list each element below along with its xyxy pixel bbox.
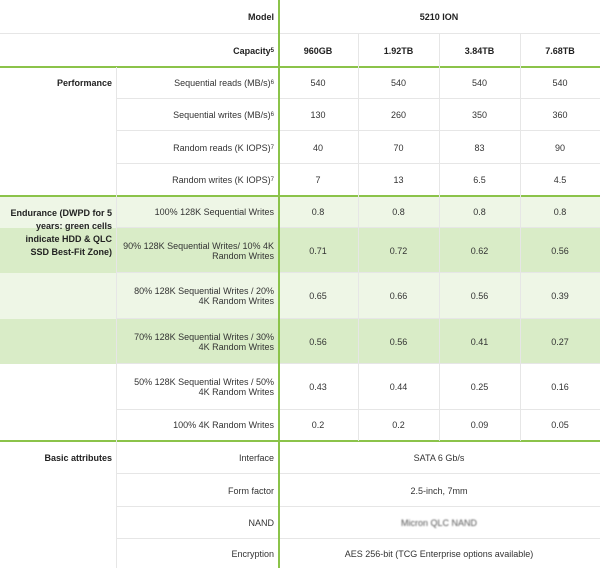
column-divider-accent — [278, 0, 280, 568]
row-label: 90% 128K Sequential Writes/ 10% 4K Random Writes — [123, 240, 274, 261]
value-cell: 350 — [471, 110, 488, 120]
value-cell: 6.5 — [473, 174, 486, 185]
capacity-col-4: 7.68TB — [545, 45, 575, 56]
value-cell: 0.09 — [470, 420, 489, 430]
table-row — [0, 67, 600, 99]
table-row — [0, 131, 600, 164]
value-cell: AES 256-bit (TCG Enterprise options available) — [344, 548, 534, 559]
column-divider — [520, 34, 521, 441]
model-row — [0, 0, 600, 34]
divider — [116, 538, 600, 539]
divider — [116, 473, 600, 474]
value-cell: 13 — [393, 174, 404, 185]
value-cell: 90 — [554, 142, 565, 153]
section-basic-title: Basic attributes — [44, 453, 112, 463]
value-cell: 360 — [552, 110, 568, 120]
value-cell: Micron QLC NAND — [400, 518, 477, 528]
value-cell: 0.44 — [389, 382, 408, 392]
value-cell: 0.72 — [389, 245, 408, 256]
divider — [116, 506, 600, 507]
section-endurance-title: Endurance (DWPD for 5 years: green cells indicate HDD & QLC SSD Best-Fit Zone) — [10, 208, 112, 257]
value-cell: 0.71 — [309, 245, 327, 256]
value-cell: 0.65 — [309, 291, 327, 301]
section-endurance-heading — [0, 196, 116, 440]
value-cell: 0.25 — [470, 382, 489, 392]
value-cell: 0.8 — [392, 207, 405, 217]
value-cell: 130 — [310, 110, 326, 120]
row-label: Form factor — [227, 485, 274, 496]
value-cell: 540 — [390, 78, 407, 88]
section-divider — [0, 440, 600, 442]
value-cell: 0.56 — [389, 336, 408, 347]
row-label: 70% 128K Sequential Writes / 30% 4K Random Writes — [134, 331, 274, 352]
row-label: 100% 128K Sequential Writes — [154, 207, 274, 217]
value-cell: 540 — [471, 78, 488, 88]
value-cell: SATA 6 Gb/s — [413, 452, 465, 463]
value-cell: 0.8 — [311, 207, 325, 217]
table-row — [0, 539, 600, 568]
row-label: Random reads (K IOPS) 7 — [173, 142, 274, 153]
capacity-col-3: 3.84TB — [464, 45, 495, 56]
row-label: 50% 128K Sequential Writes / 50% 4K Random Writes — [134, 377, 274, 397]
row-label-text: Random reads (K IOPS) — [173, 142, 271, 153]
table-row — [0, 441, 600, 474]
value-cell: 0.56 — [470, 291, 489, 301]
value-cell: 4.5 — [553, 174, 567, 185]
row-label: NAND — [248, 518, 274, 528]
value-cell: 70 — [393, 142, 404, 153]
value-cell: 0.2 — [311, 420, 325, 430]
section-divider — [0, 66, 600, 68]
capacity-col-2: 1.92TB — [383, 45, 414, 56]
column-divider — [116, 67, 117, 568]
model-value: 5210 ION — [419, 12, 459, 22]
capacity-row — [0, 34, 600, 67]
column-divider — [439, 34, 440, 441]
model-label: Model — [248, 12, 274, 22]
row-label: Sequential reads (MB/s) 6 — [174, 78, 274, 88]
value-cell: 260 — [390, 110, 407, 120]
table-row — [0, 99, 600, 131]
row-label-text: Random writes (K IOPS) — [172, 174, 271, 185]
column-divider — [358, 34, 359, 441]
value-cell: 0.56 — [309, 336, 327, 347]
value-cell: 0.2 — [392, 420, 405, 430]
table-row — [0, 474, 600, 507]
value-cell: 0.66 — [389, 291, 408, 301]
value-cell: 0.27 — [551, 336, 569, 347]
value-cell: 0.8 — [553, 207, 567, 217]
value-cell: 540 — [552, 78, 568, 88]
section-performance-title: Performance — [56, 78, 112, 88]
value-cell: 0.56 — [551, 245, 569, 256]
value-cell: 83 — [474, 142, 485, 153]
row-label: Sequential writes (MB/s) 6 — [173, 110, 274, 120]
row-label-text: Sequential reads (MB/s) — [174, 78, 271, 88]
value-cell: 0.05 — [551, 420, 569, 430]
capacity-label: Capacity 5 — [233, 45, 274, 56]
table-row — [0, 164, 600, 195]
row-label: 100% 4K Random Writes — [173, 420, 274, 430]
value-cell: 0.41 — [470, 336, 489, 347]
value-cell: 40 — [312, 142, 323, 153]
row-label-text: Sequential writes (MB/s) — [173, 110, 271, 120]
row-label: 80% 128K Sequential Writes / 20% 4K Random Writes — [134, 286, 274, 306]
value-cell: 0.8 — [473, 207, 486, 217]
table-row — [0, 507, 600, 539]
section-divider — [0, 195, 600, 197]
value-cell: 0.62 — [470, 245, 489, 256]
row-label: Encryption — [231, 548, 274, 559]
capacity-col-1: 960GB — [303, 45, 333, 56]
row-label: Random writes (K IOPS) 7 — [172, 174, 274, 185]
row-label: Interface — [238, 452, 274, 463]
value-cell: 2.5-inch, 7mm — [410, 485, 468, 496]
value-cell: 540 — [310, 78, 326, 88]
value-cell: 0.39 — [551, 291, 569, 301]
value-cell: 0.16 — [551, 382, 569, 392]
divider — [0, 33, 600, 34]
capacity-label-text: Capacity — [233, 45, 271, 56]
value-cell: 0.43 — [309, 382, 327, 392]
value-cell: 7 — [315, 174, 321, 185]
